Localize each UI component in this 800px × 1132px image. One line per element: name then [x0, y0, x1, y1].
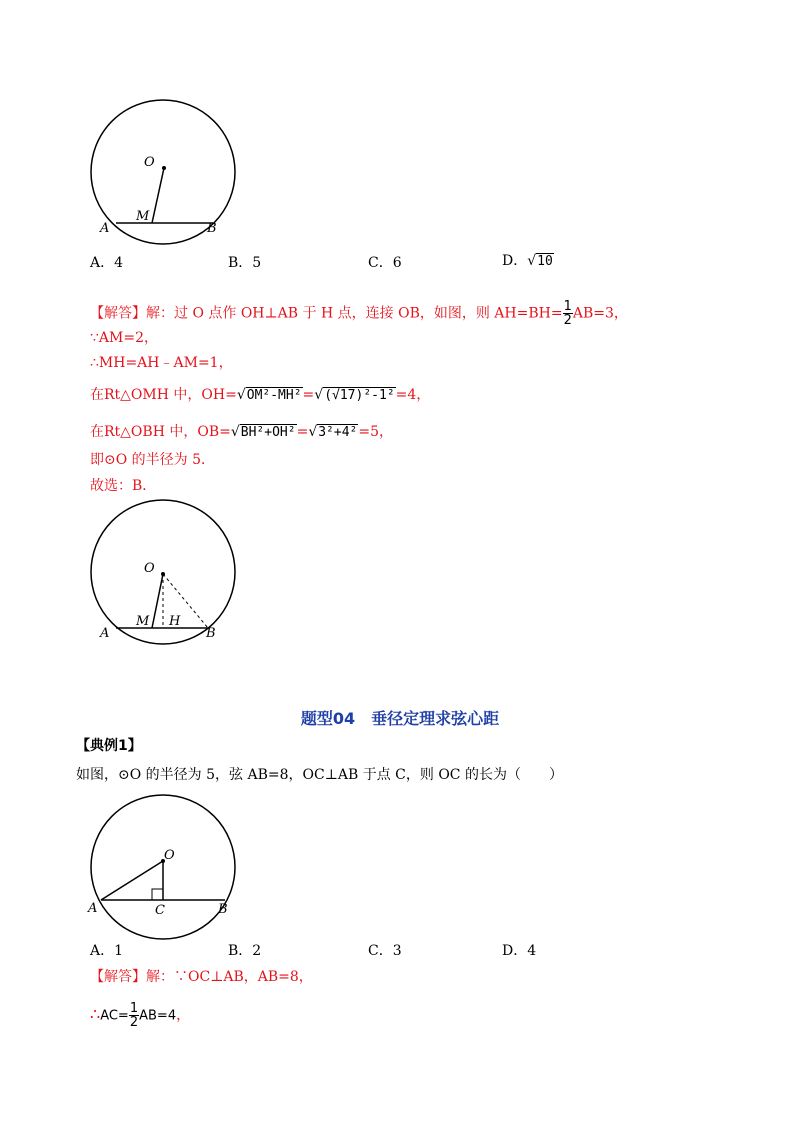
option-b[interactable]: B．2 — [228, 943, 262, 959]
option-a[interactable]: A．1 — [90, 943, 124, 959]
fraction — [563, 300, 573, 327]
solution1-line4-pre: 在Rt△OMH 中，OH= — [90, 387, 237, 403]
fraction — [129, 1002, 139, 1029]
question-text: 如图，⊙O 的半径为 5，弦 AB=8，OC⊥AB 于点 C，则 OC 的长为（ ） — [76, 767, 563, 783]
therefore-symbol: ∴ — [90, 1004, 101, 1024]
solution2-line2 — [90, 1002, 190, 1029]
fraction-denominator: 2 — [129, 1015, 139, 1030]
label-O: O — [144, 561, 155, 576]
solution1-line6: 即⊙O 的半径为 5． — [90, 452, 216, 468]
label-O: O — [164, 848, 175, 863]
solution1-line3: ∴MH=AH﹣AM=1， — [90, 355, 233, 371]
option-d-prefix: D． — [502, 253, 528, 269]
label-B: B — [206, 626, 216, 641]
solution1-line4-post: =4， — [395, 387, 431, 403]
solution1-line7: 故选：B． — [90, 478, 157, 494]
solution2-line2-tail: ， — [176, 1007, 191, 1024]
radical-1: OM²-MH² — [246, 388, 302, 403]
option-d[interactable] — [502, 252, 554, 271]
solution1-line4 — [90, 386, 430, 405]
option-a[interactable]: A．4 — [90, 255, 124, 271]
sqrt-icon: √ — [527, 253, 537, 269]
label-H: H — [169, 614, 181, 629]
solution2-line2-post: AB=4 — [139, 1008, 177, 1024]
label-M: M — [136, 209, 150, 224]
option-b[interactable]: B．5 — [228, 255, 262, 271]
label-M: M — [136, 614, 150, 629]
label-B: B — [218, 902, 228, 917]
solution1-line5-pre: 在Rt△OBH 中，OB= — [90, 424, 231, 440]
label-A: A — [88, 901, 98, 916]
circle-figure-2 — [80, 500, 250, 655]
fraction-denominator: 2 — [563, 313, 572, 328]
sqrt-icon: √ — [236, 387, 246, 403]
equals: = — [302, 387, 315, 403]
label-C: C — [155, 903, 165, 918]
solution1-line2: ∵AM=2， — [90, 330, 158, 346]
option-c[interactable]: C．6 — [368, 255, 402, 271]
radical-2: (√17)²-1² — [324, 388, 395, 403]
fraction-numerator: 1 — [563, 299, 572, 314]
circle-figure-1 — [80, 90, 250, 260]
solution1-line1-pre: 【解答】解：过 O 点作 OH⊥AB 于 H 点，连接 OB，如图，则 AH=BH= — [90, 305, 563, 322]
sqrt-icon: √ — [308, 424, 318, 440]
label-A: A — [100, 626, 110, 641]
fraction-numerator: 1 — [129, 1001, 139, 1016]
radical-1: BH²+OH² — [240, 425, 296, 440]
solution1-line1 — [90, 300, 628, 327]
solution1-line1-post: AB=3， — [572, 305, 628, 322]
option-d-radicand: 10 — [537, 254, 553, 269]
solution1-line5 — [90, 423, 393, 442]
circle-figure-3 — [80, 795, 250, 925]
equals: = — [296, 424, 309, 440]
example-label: 【典例1】 — [76, 738, 142, 754]
sqrt-icon: √ — [314, 387, 324, 403]
solution2-line1: 【解答】解：∵OC⊥AB，AB=8， — [90, 969, 313, 985]
solution1-line5-post: =5， — [358, 424, 394, 440]
label-O: O — [144, 155, 155, 170]
sqrt-icon: √ — [230, 424, 240, 440]
option-d[interactable]: D．4 — [502, 943, 537, 959]
option-c[interactable]: C．3 — [368, 943, 402, 959]
label-A: A — [100, 221, 110, 236]
radical-2: 3²+4² — [318, 425, 358, 440]
label-B: B — [207, 221, 217, 236]
section-heading: 题型04 垂径定理求弦心距 — [300, 709, 500, 728]
solution2-line2-pre: AC= — [100, 1008, 129, 1024]
